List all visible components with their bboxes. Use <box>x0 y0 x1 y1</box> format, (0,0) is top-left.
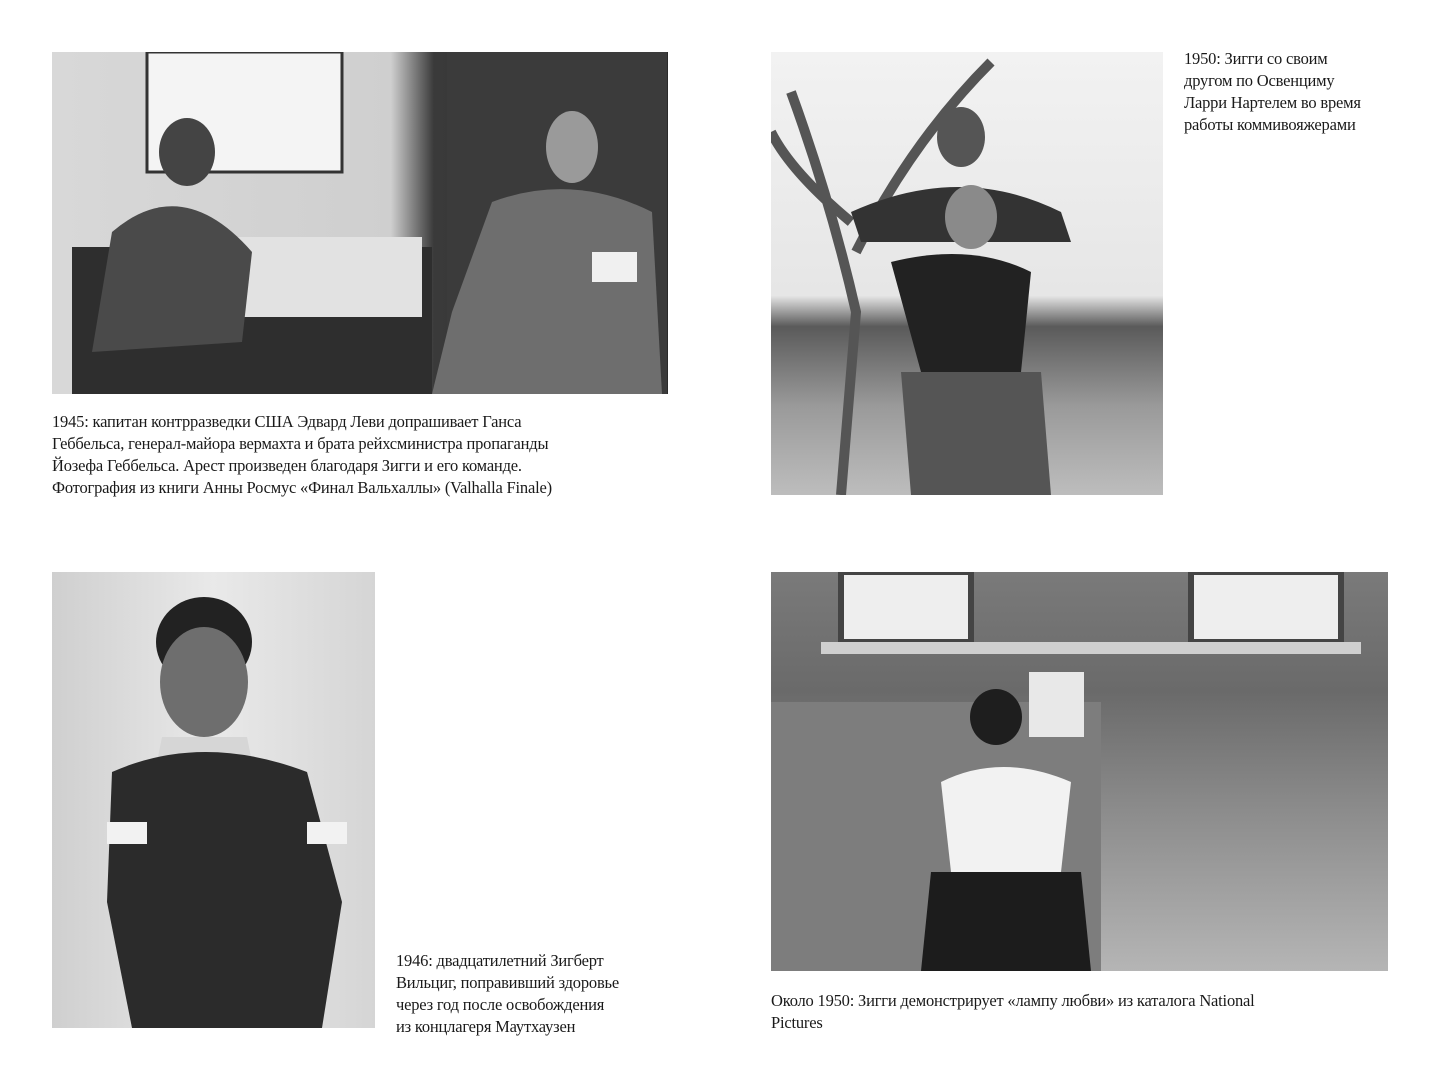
photo-ziggy-with-friend-1950 <box>771 52 1163 495</box>
caption-ziggy-with-friend-1950 <box>1184 48 1361 136</box>
caption-line: 1945: капитан контрразведки США Эдвард Леви допрашивает Ганса <box>52 412 522 431</box>
caption-line: Pictures <box>771 1013 823 1032</box>
caption-line: Ларри Нартелем во время <box>1184 93 1361 112</box>
caption-line: другом по Освенциму <box>1184 71 1335 90</box>
photo-illustration <box>52 572 375 1028</box>
caption-line: Йозефа Геббельса. Арест произведен благодаря Зигги и его команде. <box>52 456 522 475</box>
photo-illustration <box>771 52 1163 495</box>
caption-line: Фотография из книги Анны Росмус «Финал Вальхаллы» (Valhalla Finale) <box>52 478 552 497</box>
photo-interrogation-1945 <box>52 52 668 394</box>
photo-illustration <box>52 52 668 394</box>
caption-line: Геббельса, генерал-майора вермахта и брата рейхсминистра пропаганды <box>52 434 549 453</box>
photo-love-lamp-1950 <box>771 572 1388 971</box>
caption-line: Около 1950: Зигги демонстрирует «лампу любви» из каталога National <box>771 991 1255 1010</box>
caption-love-lamp-1950 <box>771 990 1255 1034</box>
caption-line: Вильциг, поправивший здоровье <box>396 973 620 992</box>
caption-line: 1946: двадцатилетний Зигберт <box>396 951 604 970</box>
caption-line: работы коммивояжерами <box>1184 115 1356 134</box>
photo-illustration <box>771 572 1388 971</box>
photo-portrait-1946 <box>52 572 375 1028</box>
caption-line: из концлагеря Маутхаузен <box>396 1017 576 1036</box>
caption-interrogation-1945 <box>52 411 552 499</box>
caption-portrait-1946 <box>396 950 619 1038</box>
caption-line: 1950: Зигги со своим <box>1184 49 1328 68</box>
caption-line: через год после освобождения <box>396 995 605 1014</box>
